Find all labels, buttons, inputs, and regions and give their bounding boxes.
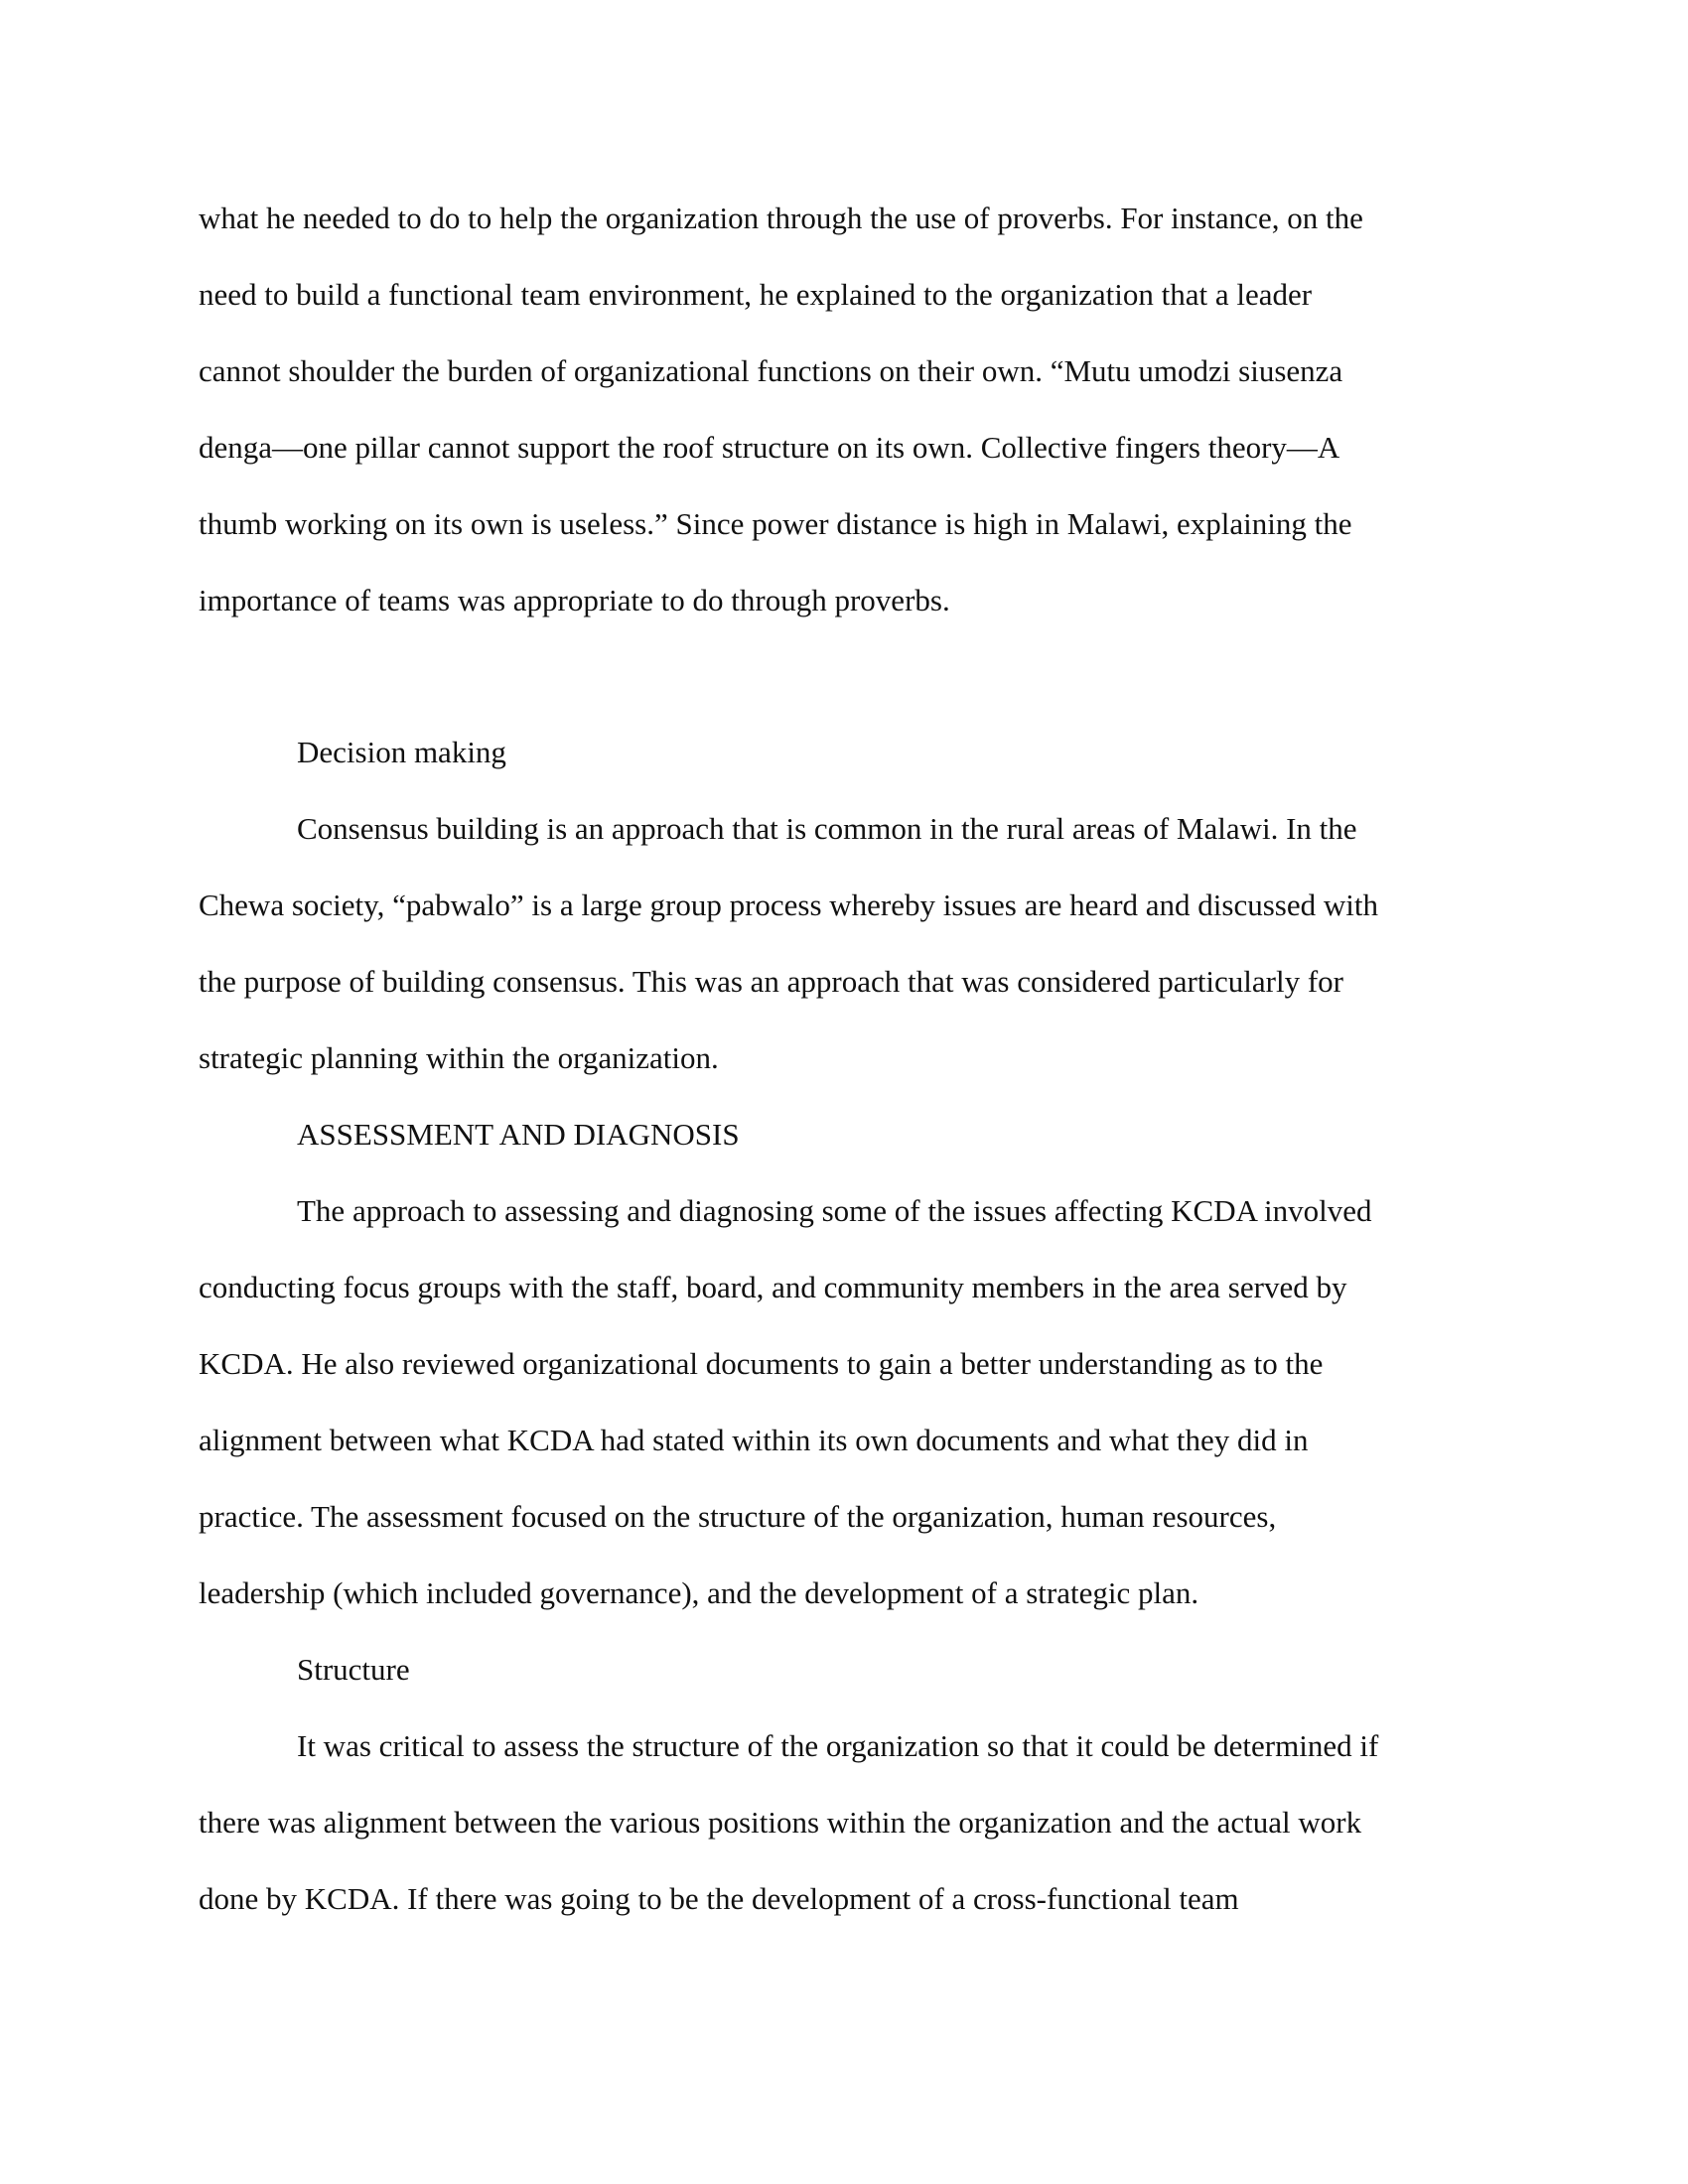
body-text-line: Chewa society, “pabwalo” is a large group process whereby issues are heard and discussed with xyxy=(199,887,1378,922)
body-text-line: conducting focus groups with the staff, board, and community members in the area served by xyxy=(199,1270,1347,1304)
body-text-line: Consensus building is an approach that is common in the rural areas of Malawi. In the xyxy=(297,811,1357,846)
body-text-line: thumb working on its own is useless.” Since power distance is high in Malawi, explaining the xyxy=(199,506,1352,541)
body-text-line: KCDA. He also reviewed organizational documents to gain a better understanding as to the xyxy=(199,1346,1324,1381)
body-text-line: denga—one pillar cannot support the roof structure on its own. Collective fingers theory—A xyxy=(199,430,1340,465)
body-text-line: The approach to assessing and diagnosing some of the issues affecting KCDA involved xyxy=(297,1193,1372,1228)
body-text-line: alignment between what KCDA had stated within its own documents and what they did in xyxy=(199,1423,1309,1457)
body-text-line: leadership (which included governance), and the development of a strategic plan. xyxy=(199,1575,1199,1610)
body-text-line: need to build a functional team environment, he explained to the organization that a leader xyxy=(199,277,1313,312)
body-text-line: cannot shoulder the burden of organizational functions on their own. “Mutu umodzi siusenza xyxy=(199,353,1343,388)
section-heading-assessment-diagnosis: ASSESSMENT AND DIAGNOSIS xyxy=(297,1117,740,1152)
section-heading-decision-making: Decision making xyxy=(297,735,506,769)
body-text-line: the purpose of building consensus. This was an approach that was considered particularly for xyxy=(199,964,1344,999)
body-text-line: strategic planning within the organization. xyxy=(199,1040,719,1075)
body-text-line: practice. The assessment focused on the structure of the organization, human resources, xyxy=(199,1499,1277,1534)
body-text-line: there was alignment between the various positions within the organization and the actual work xyxy=(199,1805,1362,1840)
body-text-line: importance of teams was appropriate to do through proverbs. xyxy=(199,583,950,617)
body-text-line: what he needed to do to help the organization through the use of proverbs. For instance, on the xyxy=(199,201,1363,235)
section-heading-structure: Structure xyxy=(297,1652,410,1687)
body-text-line: It was critical to assess the structure of the organization so that it could be determined if xyxy=(297,1728,1379,1763)
body-text-line: done by KCDA. If there was going to be the development of a cross-functional team xyxy=(199,1881,1239,1916)
